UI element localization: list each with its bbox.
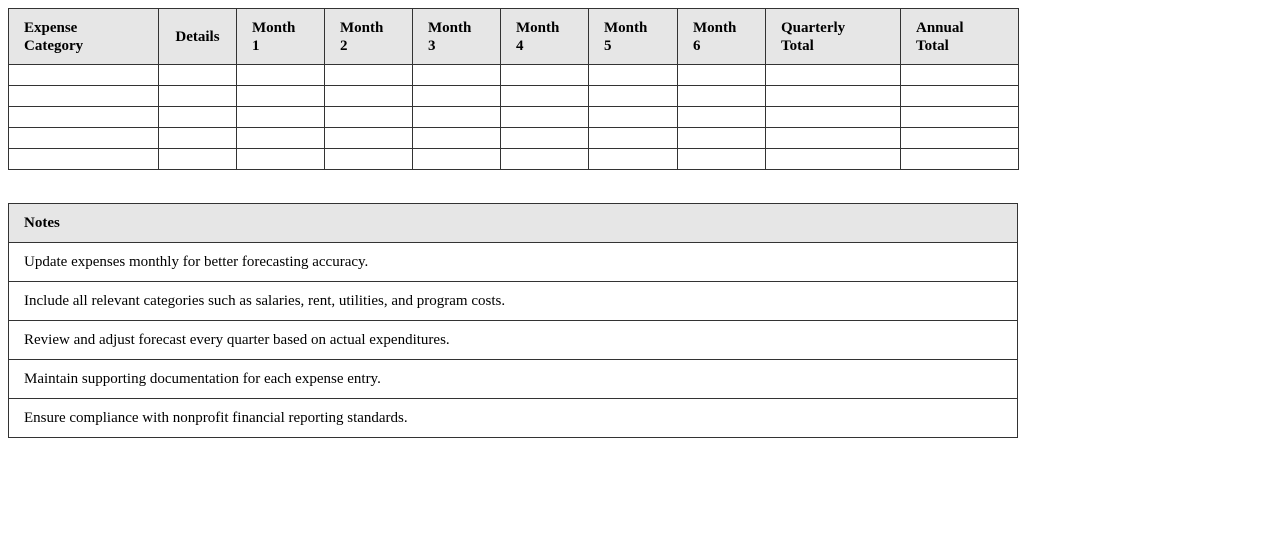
note-row bbox=[9, 321, 1018, 360]
expense-cell[interactable] bbox=[766, 149, 901, 170]
column-header-line: Total bbox=[781, 37, 814, 54]
column-header-month-5 bbox=[589, 9, 678, 65]
column-header-line: Details bbox=[175, 28, 220, 45]
expense-cell[interactable] bbox=[9, 107, 159, 128]
column-header-line: Annual bbox=[916, 19, 964, 36]
column-header-line: 3 bbox=[428, 37, 436, 54]
column-header-line: Month bbox=[693, 19, 737, 36]
notes-table-body bbox=[9, 243, 1018, 438]
column-header-line: Total bbox=[916, 37, 949, 54]
column-header-line: Category bbox=[24, 37, 84, 54]
note-text: Review and adjust forecast every quarter based on actual expenditures. bbox=[9, 321, 1018, 360]
expense-cell[interactable] bbox=[159, 107, 237, 128]
column-header-line: Month bbox=[428, 19, 472, 36]
expense-cell[interactable] bbox=[678, 149, 766, 170]
expense-table-body bbox=[9, 65, 1019, 170]
column-header-line: Quarterly bbox=[781, 19, 846, 36]
expense-cell[interactable] bbox=[589, 65, 678, 86]
expense-cell[interactable] bbox=[901, 65, 1019, 86]
expense-cell[interactable] bbox=[413, 86, 501, 107]
expense-cell[interactable] bbox=[501, 149, 589, 170]
expense-cell[interactable] bbox=[766, 65, 901, 86]
note-text: Ensure compliance with nonprofit financial reporting standards. bbox=[9, 399, 1018, 438]
column-header-line: Month bbox=[604, 19, 648, 36]
column-header-line: Month bbox=[252, 19, 296, 36]
expense-cell[interactable] bbox=[159, 128, 237, 149]
column-header-line: 6 bbox=[693, 37, 701, 54]
expense-forecast-table bbox=[8, 8, 1019, 170]
expense-row bbox=[9, 149, 1019, 170]
expense-row bbox=[9, 65, 1019, 86]
expense-cell[interactable] bbox=[589, 149, 678, 170]
expense-cell[interactable] bbox=[901, 128, 1019, 149]
column-header-line: Month bbox=[340, 19, 384, 36]
expense-cell[interactable] bbox=[901, 107, 1019, 128]
expense-table-header-row bbox=[9, 9, 1019, 65]
expense-cell[interactable] bbox=[501, 65, 589, 86]
column-header-annual-total bbox=[901, 9, 1019, 65]
expense-cell[interactable] bbox=[159, 149, 237, 170]
column-header-line: 2 bbox=[340, 37, 348, 54]
expense-cell[interactable] bbox=[159, 86, 237, 107]
expense-cell[interactable] bbox=[413, 128, 501, 149]
expense-cell[interactable] bbox=[325, 86, 413, 107]
column-header-line: 5 bbox=[604, 37, 612, 54]
column-header-quarterly-total bbox=[766, 9, 901, 65]
expense-cell[interactable] bbox=[413, 107, 501, 128]
expense-cell[interactable] bbox=[237, 86, 325, 107]
expense-row bbox=[9, 107, 1019, 128]
expense-cell[interactable] bbox=[501, 128, 589, 149]
note-row bbox=[9, 282, 1018, 321]
expense-cell[interactable] bbox=[589, 128, 678, 149]
column-header-expense-category bbox=[9, 9, 159, 65]
expense-cell[interactable] bbox=[901, 86, 1019, 107]
expense-cell[interactable] bbox=[413, 149, 501, 170]
expense-cell[interactable] bbox=[766, 86, 901, 107]
expense-cell[interactable] bbox=[9, 149, 159, 170]
expense-cell[interactable] bbox=[159, 65, 237, 86]
expense-cell[interactable] bbox=[766, 128, 901, 149]
expense-cell[interactable] bbox=[501, 86, 589, 107]
note-text: Include all relevant categories such as salaries, rent, utilities, and program costs. bbox=[9, 282, 1018, 321]
expense-cell[interactable] bbox=[9, 86, 159, 107]
expense-cell[interactable] bbox=[678, 86, 766, 107]
column-header-month-2 bbox=[325, 9, 413, 65]
expense-cell[interactable] bbox=[901, 149, 1019, 170]
expense-cell[interactable] bbox=[589, 107, 678, 128]
expense-cell[interactable] bbox=[766, 107, 901, 128]
column-header-line: 1 bbox=[252, 37, 260, 54]
expense-cell[interactable] bbox=[501, 107, 589, 128]
expense-cell[interactable] bbox=[325, 107, 413, 128]
expense-row bbox=[9, 128, 1019, 149]
expense-cell[interactable] bbox=[589, 86, 678, 107]
notes-header-row bbox=[9, 204, 1018, 243]
expense-cell[interactable] bbox=[325, 128, 413, 149]
note-row bbox=[9, 360, 1018, 399]
expense-cell[interactable] bbox=[413, 65, 501, 86]
expense-cell[interactable] bbox=[237, 65, 325, 86]
expense-cell[interactable] bbox=[325, 149, 413, 170]
column-header-line: Expense bbox=[24, 19, 78, 36]
expense-cell[interactable] bbox=[325, 65, 413, 86]
column-header-details bbox=[159, 9, 237, 65]
expense-cell[interactable] bbox=[237, 149, 325, 170]
expense-row bbox=[9, 86, 1019, 107]
note-row bbox=[9, 243, 1018, 282]
expense-cell[interactable] bbox=[237, 128, 325, 149]
expense-cell[interactable] bbox=[678, 65, 766, 86]
column-header-line: 4 bbox=[516, 37, 524, 54]
note-row bbox=[9, 399, 1018, 438]
note-text: Maintain supporting documentation for each expense entry. bbox=[9, 360, 1018, 399]
expense-cell[interactable] bbox=[237, 107, 325, 128]
note-text: Update expenses monthly for better forecasting accuracy. bbox=[9, 243, 1018, 282]
expense-cell[interactable] bbox=[9, 128, 159, 149]
column-header-month-3 bbox=[413, 9, 501, 65]
column-header-line: Month bbox=[516, 19, 560, 36]
column-header-month-1 bbox=[237, 9, 325, 65]
expense-cell[interactable] bbox=[9, 65, 159, 86]
notes-table bbox=[8, 203, 1018, 438]
expense-cell[interactable] bbox=[678, 128, 766, 149]
expense-cell[interactable] bbox=[678, 107, 766, 128]
notes-header: Notes bbox=[9, 204, 1018, 243]
column-header-month-4 bbox=[501, 9, 589, 65]
column-header-month-6 bbox=[678, 9, 766, 65]
